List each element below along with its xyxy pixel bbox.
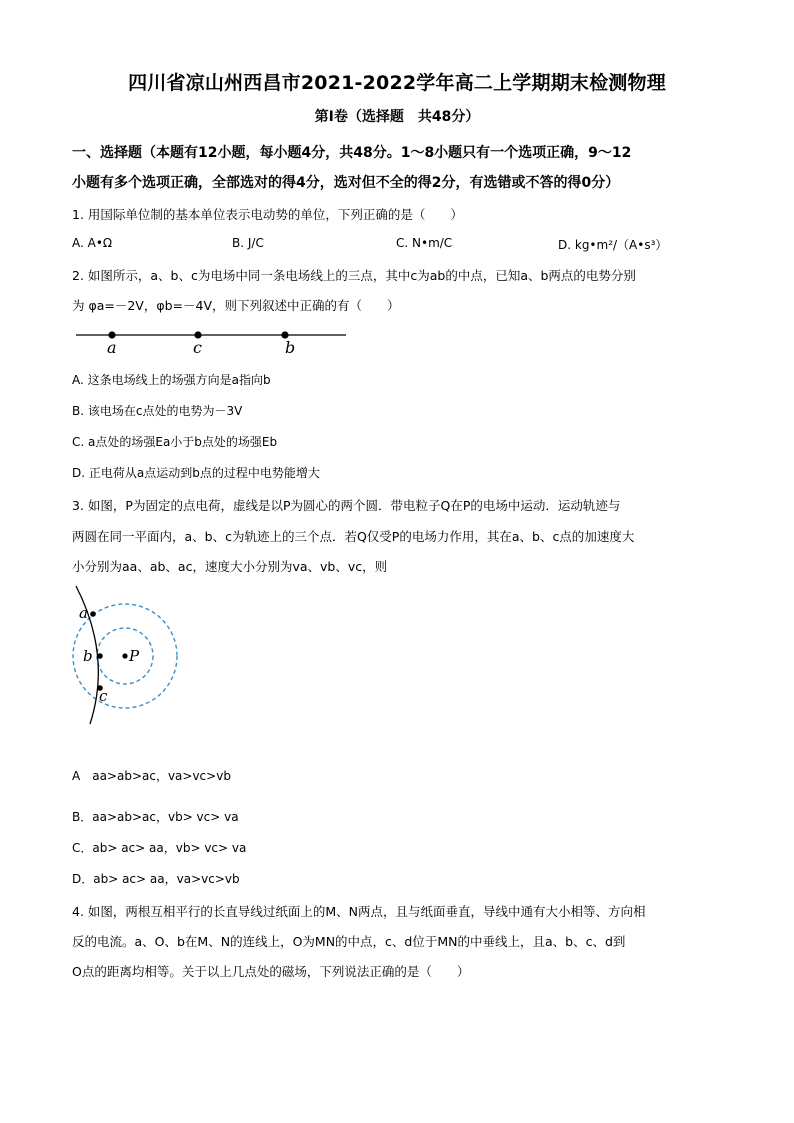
point-c-label: c xyxy=(193,338,202,357)
question-3-option-d: D．ab> ac> aa，va>vc>vb xyxy=(72,872,240,886)
question-1-option-b: B. J/C xyxy=(232,236,264,250)
page-title: 四川省凉山州西昌市2021-2022学年高二上学期期末检测物理 xyxy=(128,72,666,94)
point-a-label: a xyxy=(107,338,117,357)
field-line-diagram xyxy=(72,324,352,358)
section-subtitle: 第Ⅰ卷（选择题 共48分） xyxy=(314,109,480,125)
question-1-option-d: D. kg•m²/（A•s³） xyxy=(558,238,668,252)
point-p-dot xyxy=(122,653,127,658)
question-3-option-c: C．ab> ac> aa，vb> vc> va xyxy=(72,841,247,855)
section-instructions-line1: 一、选择题（本题有12小题，每小题4分，共48分。1～8小题只有一个选项正确，9～12 xyxy=(72,145,632,161)
question-1-option-c: C. N•m/C xyxy=(396,236,453,250)
question-3-stem-line3: 小分别为aa、ab、ac，速度大小分别为va、vb、vc，则 xyxy=(72,559,388,574)
question-3-option-b: B．aa>ab>ac，vb> vc> va xyxy=(72,810,239,824)
point-b-label: b xyxy=(83,647,93,665)
point-b-label: b xyxy=(285,338,296,357)
question-4-stem-line1: 4. 如图，两根互相平行的长直导线过纸面上的M、N两点，且与纸面垂直，导线中通有大小相等、方向相 xyxy=(72,904,646,919)
question-3-option-a: A aa>ab>ac，va>vc>vb xyxy=(72,769,231,783)
point-a-dot xyxy=(90,611,96,617)
question-4-stem-line2: 反的电流。a、O、b在M、N的连线上，O为MN的中点，c、d位于MN的中垂线上，且a、b、c、d到 xyxy=(72,934,626,949)
question-1-stem: 1. 用国际单位制的基本单位表示电动势的单位，下列正确的是（ ） xyxy=(72,207,463,222)
question-1-option-a: A. A•Ω xyxy=(72,236,113,250)
point-charge-diagram xyxy=(62,582,192,732)
question-2-option-b: B. 该电场在c点处的电势为－3V xyxy=(72,404,243,418)
point-a-label: a xyxy=(79,604,88,622)
question-4-stem-line3: O点的距离均相等。关于以上几点处的磁场，下列说法正确的是（ ） xyxy=(72,964,470,979)
question-3-stem-line2: 两圆在同一平面内，a、b、c为轨迹上的三个点．若Q仅受P的电场力作用，其在a、b、c点的加速度大 xyxy=(72,529,635,544)
question-2-option-c: C. a点处的场强Ea小于b点处的场强Eb xyxy=(72,435,278,449)
point-p-label: P xyxy=(129,647,140,665)
question-2-option-d: D. 正电荷从a点运动到b点的过程中电势能增大 xyxy=(72,466,320,480)
question-3-stem-line1: 3. 如图，P为固定的点电荷，虚线是以P为圆心的两个圆．带电粒子Q在P的电场中运动．运动轨迹与 xyxy=(72,498,621,513)
question-2-option-a: A. 这条电场线上的场强方向是a指向b xyxy=(72,373,271,387)
section-instructions-line2: 小题有多个选项正确，全部选对的得4分，选对但不全的得2分，有选错或不答的得0分） xyxy=(72,175,620,191)
point-c-label: c xyxy=(99,687,108,705)
question-2-stem-line2: 为 φa=－2V，φb=－4V，则下列叙述中正确的有（ ） xyxy=(72,298,400,313)
point-b-dot xyxy=(97,653,103,659)
question-2-stem-line1: 2. 如图所示，a、b、c为电场中同一条电场线上的三点，其中c为ab的中点，已知a、b两点的电势分别 xyxy=(72,268,636,283)
